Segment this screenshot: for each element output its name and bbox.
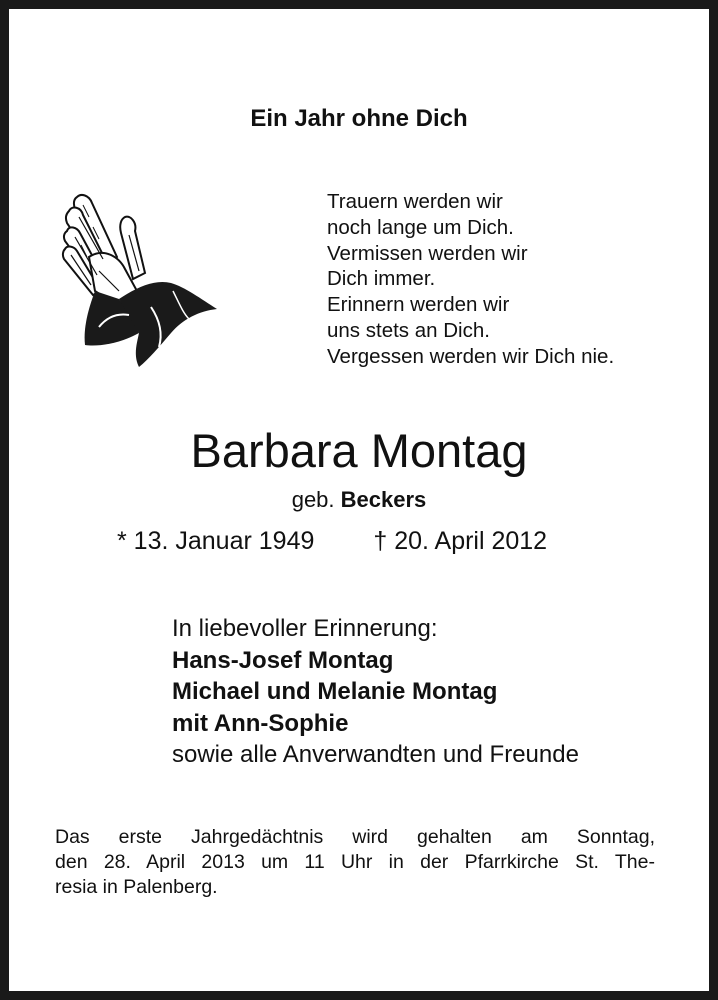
notice-line: den 28. April 2013 um 11 Uhr in der Pfarrkirche St. The- (55, 851, 655, 873)
mourner-name: mit Ann-Sophie (172, 709, 349, 737)
notice-line: Das erste Jahrgedächtnis wird gehalten am Sonntag, (55, 826, 655, 848)
deceased-name: Barbara Montag (190, 424, 528, 477)
death-date: † 20. April 2012 (373, 527, 548, 555)
mourner-name: Hans-Josef Montag (172, 646, 394, 674)
birth-name-prefix: geb. (291, 487, 335, 512)
notice-line: resia in Palenberg. (55, 876, 218, 898)
mourner-name: Michael und Melanie Montag (172, 678, 498, 705)
heading: Ein Jahr ohne Dich (250, 105, 468, 132)
birth-date: * 13. Januar 1949 (117, 527, 315, 555)
poem-line: Erinnern werden wir (327, 293, 510, 317)
poem-line: Vermissen werden wir (327, 241, 528, 265)
poem-line: Vergessen werden wir Dich nie. (327, 344, 615, 368)
memorial-notice (55, 825, 655, 900)
mourners-intro: In liebevoller Erinnerung: (172, 615, 438, 642)
birth-name: Beckers (340, 487, 427, 512)
mourners (172, 613, 579, 771)
poem-line: noch lange um Dich. (327, 215, 514, 239)
praying-hands-icon (59, 187, 219, 372)
poem (327, 189, 614, 370)
poem-line: uns stets an Dich. (327, 318, 490, 342)
birth-name-line (9, 487, 709, 513)
life-dates (117, 527, 547, 556)
mourners-closing: sowie alle Anverwandten und Freunde (172, 741, 579, 768)
poem-line: Dich immer. (327, 267, 436, 291)
poem-line: Trauern werden wir (327, 190, 503, 213)
